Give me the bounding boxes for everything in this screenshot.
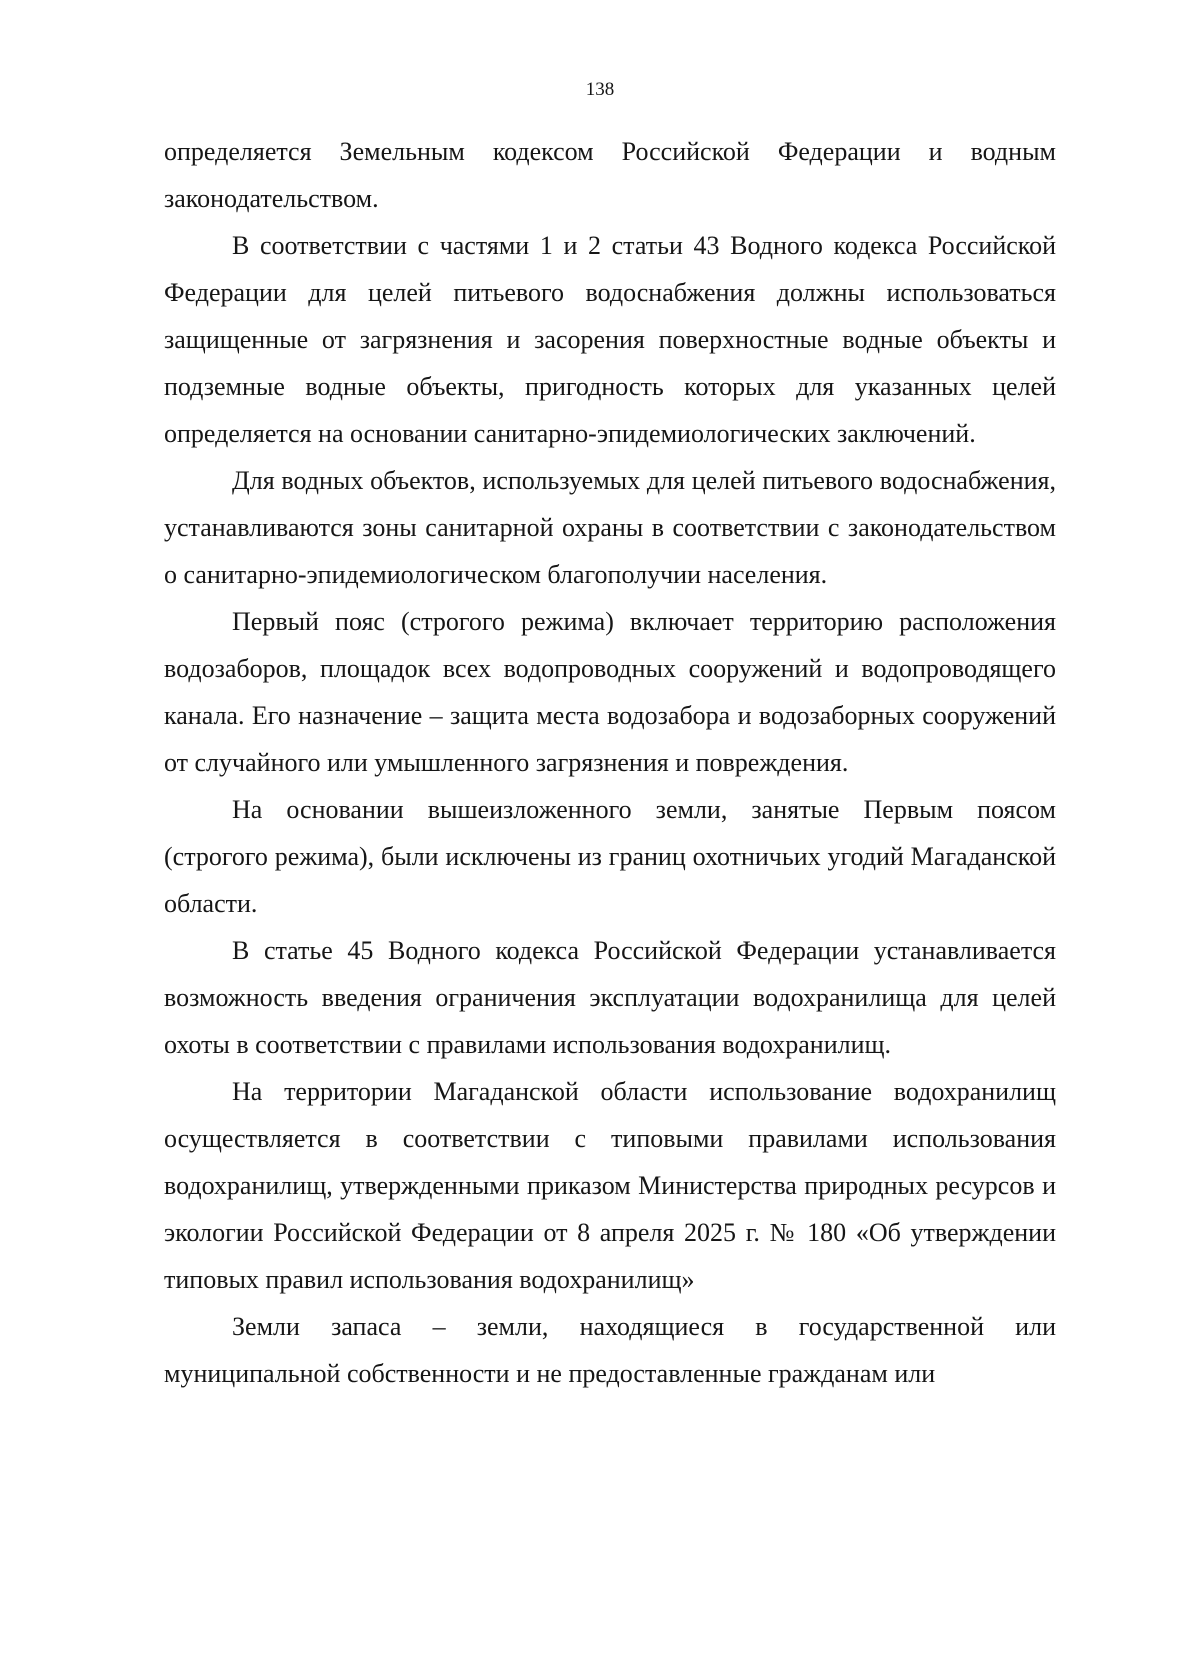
- page-number: 138: [585, 79, 615, 100]
- paragraph-continuation: определяется Земельным кодексом Российской Федерации и водным законодательством.: [164, 137, 1056, 213]
- document-body: [164, 128, 1056, 1397]
- paragraph-article-43: В соответствии с частями 1 и 2 статьи 43 Водного кодекса Российской Федерации для целей питьевого водоснабжения должны использоваться защищенные от загрязнения и засорения поверхностные водные объекты и подземные водные объекты, пригодность которых для указанных целей определяется на основании санитарно-эпидемиологических заключений.: [164, 231, 1056, 448]
- paragraph-reservoir-rules: На территории Магаданской области использование водохранилищ осуществляется в соответствии с типовыми правилами использования водохранилищ, утвержденными приказом Министерства природных ресурсов и экологии Российской Федерации от 8 апреля 2025 г. № 180 «Об утверждении типовых правил использования водохранилищ»: [164, 1077, 1056, 1294]
- paragraph-first-belt: Первый пояс (строгого режима) включает территорию расположения водозаборов, площадок всех водопроводных сооружений и водопроводящего канала. Его назначение – защита места водозабора и водозаборных сооружений от случайного или умышленного загрязнения и повреждения.: [164, 607, 1056, 777]
- paragraph-sanitary-zones: Для водных объектов, используемых для целей питьевого водоснабжения, устанавливаются зоны санитарной охраны в соответствии с законодательством о санитарно-эпидемиологическом благополучии населения.: [164, 466, 1056, 589]
- paragraph-reserve-lands: Земли запаса – земли, находящиеся в государственной или муниципальной собственности и не предоставленные гражданам или: [164, 1312, 1056, 1388]
- paragraph-article-45: В статье 45 Водного кодекса Российской Федерации устанавливается возможность введения ограничения эксплуатации водохранилища для целей охоты в соответствии с правилами использования водохранилищ.: [164, 936, 1056, 1059]
- paragraph-excluded-lands: На основании вышеизложенного земли, занятые Первым поясом (строгого режима), были исключены из границ охотничьих угодий Магаданской области.: [164, 795, 1056, 918]
